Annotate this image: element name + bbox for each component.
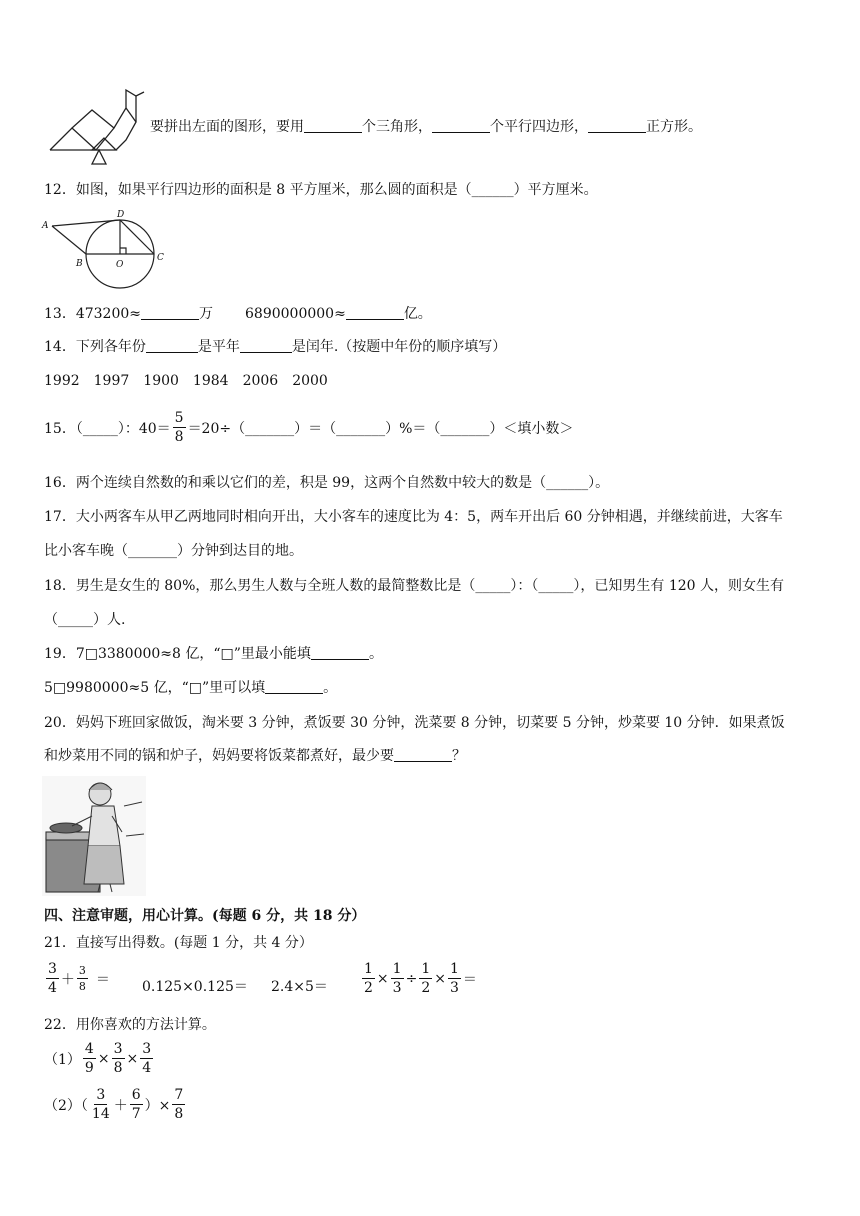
q14-years <box>44 371 342 391</box>
numerator: 7 <box>174 1087 184 1103</box>
q20-blank[interactable] <box>394 747 452 762</box>
q14-b: 是平年 <box>197 339 240 355</box>
q11-text-c: 个平行四边形， <box>490 119 588 135</box>
q14 <box>44 337 506 357</box>
numerator: 3 <box>113 1041 123 1057</box>
q19-line-1 <box>44 644 383 664</box>
fraction <box>83 1042 96 1075</box>
denominator: 8 <box>113 1060 123 1076</box>
q14-c: 是闰年.（按题中年份的顺序填写） <box>291 339 507 355</box>
numerator: 3 <box>78 964 86 977</box>
operator: × <box>376 970 389 987</box>
q13-b: 万 <box>199 306 213 322</box>
fraction <box>77 965 88 992</box>
q11-text-a: 要拼出左面的图形，要用 <box>150 119 304 135</box>
q15-a: 15．（_____）：40＝ <box>44 420 171 437</box>
q20-line-2 <box>44 746 466 766</box>
label-d: D <box>117 210 125 220</box>
denominator: 4 <box>142 1060 152 1076</box>
q19-line-2 <box>44 678 337 698</box>
numerator: 4 <box>84 1041 94 1057</box>
numerator: 6 <box>131 1087 141 1103</box>
fraction <box>140 1042 153 1075</box>
q20-l2-end: ？ <box>452 748 466 764</box>
q17-line-1: 17．大小两客车从甲乙两地同时相向开出，大小客车的速度比为 4：5，两车开出后 60 分钟相遇，并继续前进，大客车 <box>44 509 783 525</box>
q21-expr-1 <box>44 962 110 995</box>
year: 1997 <box>93 373 130 389</box>
q14-blank-2[interactable] <box>240 338 292 353</box>
fraction <box>112 1042 125 1075</box>
q19-l1-end: 。 <box>368 646 383 662</box>
q13-a: 13．473200≈ <box>44 306 141 322</box>
denominator: 4 <box>48 980 57 996</box>
denominator: 7 <box>131 1106 141 1122</box>
fraction <box>46 962 59 995</box>
operator: ÷ <box>405 970 418 987</box>
denominator: 8 <box>174 429 184 445</box>
denominator: 14 <box>91 1106 110 1122</box>
q21-expr-4 <box>360 962 477 995</box>
fraction <box>419 962 432 995</box>
q13-d: 亿。 <box>403 306 432 322</box>
label-c: C <box>157 253 164 263</box>
q11-blank-3[interactable] <box>588 118 646 133</box>
q19-l1: 19．7□3380000≈8 亿，“□”里最小能填 <box>44 646 311 662</box>
numerator: 1 <box>449 961 459 977</box>
year: 1900 <box>143 373 179 389</box>
q14-blank-1[interactable] <box>146 338 198 353</box>
part-label: （1） <box>44 1051 81 1068</box>
numerator: 1 <box>392 961 402 977</box>
q13 <box>44 304 432 324</box>
q12-text: 12．如图，如果平行四边形的面积是 8 平方厘米，那么圆的面积是（______）平方厘米。 <box>44 182 598 198</box>
q21-expr-2: 0.125×0.125＝ <box>142 979 248 995</box>
q18-line-1: 18．男生是女生的 80%，那么男生人数与全班人数的最简整数比是（_____）：（_____），已知男生有 120 人，则女生有 <box>44 578 785 594</box>
denominator: 3 <box>449 980 459 996</box>
q11-blank-1[interactable] <box>304 118 362 133</box>
q20-line-1: 20．妈妈下班回家做饭，淘米要 3 分钟，煮饭要 30 分钟，洗菜要 8 分钟，切菜要 5 分钟，炒菜要 10 分钟．如果煮饭 <box>44 715 785 731</box>
label-a: A <box>42 221 49 231</box>
fraction <box>362 962 375 995</box>
denominator: 8 <box>174 1106 184 1122</box>
q15 <box>44 411 573 444</box>
fraction <box>391 962 404 995</box>
operator: × <box>434 970 446 987</box>
operator: ＋ <box>113 1097 128 1114</box>
close-paren: ）× <box>144 1097 171 1114</box>
fraction <box>172 1088 185 1121</box>
label-o: O <box>116 260 124 270</box>
numerator: 3 <box>96 1087 106 1103</box>
denominator: 2 <box>364 980 373 996</box>
numerator: 5 <box>174 410 184 426</box>
q16: 16．两个连续自然数的和乘以它们的差，积是 99，这两个自然数中较大的数是（______）。 <box>44 475 610 491</box>
numerator: 3 <box>142 1041 152 1057</box>
q20-l2: 和炒菜用不同的锅和炉子，妈妈要将饭菜都煮好，最少要 <box>44 748 394 764</box>
q22-title: 22．用你喜欢的方法计算。 <box>44 1017 216 1033</box>
denominator: 8 <box>78 980 86 993</box>
year: 2006 <box>242 373 279 389</box>
operator: × <box>97 1050 110 1067</box>
tangram-figure <box>44 88 150 168</box>
year: 2000 <box>292 373 328 389</box>
q21-title: 21．直接写出得数。(每题 1 分，共 4 分） <box>44 935 313 951</box>
cooking-illustration <box>42 776 146 896</box>
q19-l2: 5□9980000≈5 亿，“□”里可以填 <box>44 680 266 696</box>
equals: ＝ <box>95 971 110 988</box>
q17-line-2: 比小客车晚（_______）分钟到达目的地。 <box>44 543 303 559</box>
q19-blank-1[interactable] <box>311 645 369 660</box>
operator: × <box>126 1050 139 1067</box>
q21-expr-3: 2.4×5＝ <box>271 979 328 995</box>
q22-part-2 <box>44 1088 187 1121</box>
numerator: 1 <box>421 961 431 977</box>
denominator: 3 <box>392 980 402 996</box>
equals: ＝ <box>462 971 477 988</box>
q19-blank-2[interactable] <box>265 679 323 694</box>
fraction <box>90 1088 112 1121</box>
q19-l2-end: 。 <box>323 680 338 696</box>
q14-a: 14．下列各年份 <box>44 339 146 355</box>
q13-blank-2[interactable] <box>346 305 404 320</box>
year: 1992 <box>44 373 80 389</box>
section-4-heading: 四、注意审题，用心计算。(每题 6 分，共 18 分） <box>44 908 366 924</box>
q13-blank-1[interactable] <box>141 305 199 320</box>
q11 <box>150 117 702 137</box>
parallelogram-circle-figure <box>40 208 170 290</box>
numerator: 3 <box>48 961 57 977</box>
operator: ＋ <box>60 971 75 988</box>
label-b: B <box>76 259 83 269</box>
year: 1984 <box>192 373 229 389</box>
q13-c: 6890000000≈ <box>245 306 346 322</box>
numerator: 1 <box>364 961 373 977</box>
fraction <box>448 962 461 995</box>
q15-fraction <box>173 411 186 444</box>
denominator: 9 <box>84 1060 94 1076</box>
fraction <box>130 1088 143 1121</box>
part-label: （2）（ <box>44 1097 88 1114</box>
denominator: 2 <box>421 980 431 996</box>
q15-b: ＝20÷（_______）＝（_______）%＝（_______）＜填小数＞ <box>187 420 574 437</box>
q11-text-b: 个三角形， <box>362 119 432 135</box>
q11-text-d: 正方形。 <box>646 119 702 135</box>
q11-blank-2[interactable] <box>432 118 490 133</box>
q18-line-2: （_____）人. <box>44 612 126 628</box>
q22-part-1 <box>44 1042 155 1075</box>
